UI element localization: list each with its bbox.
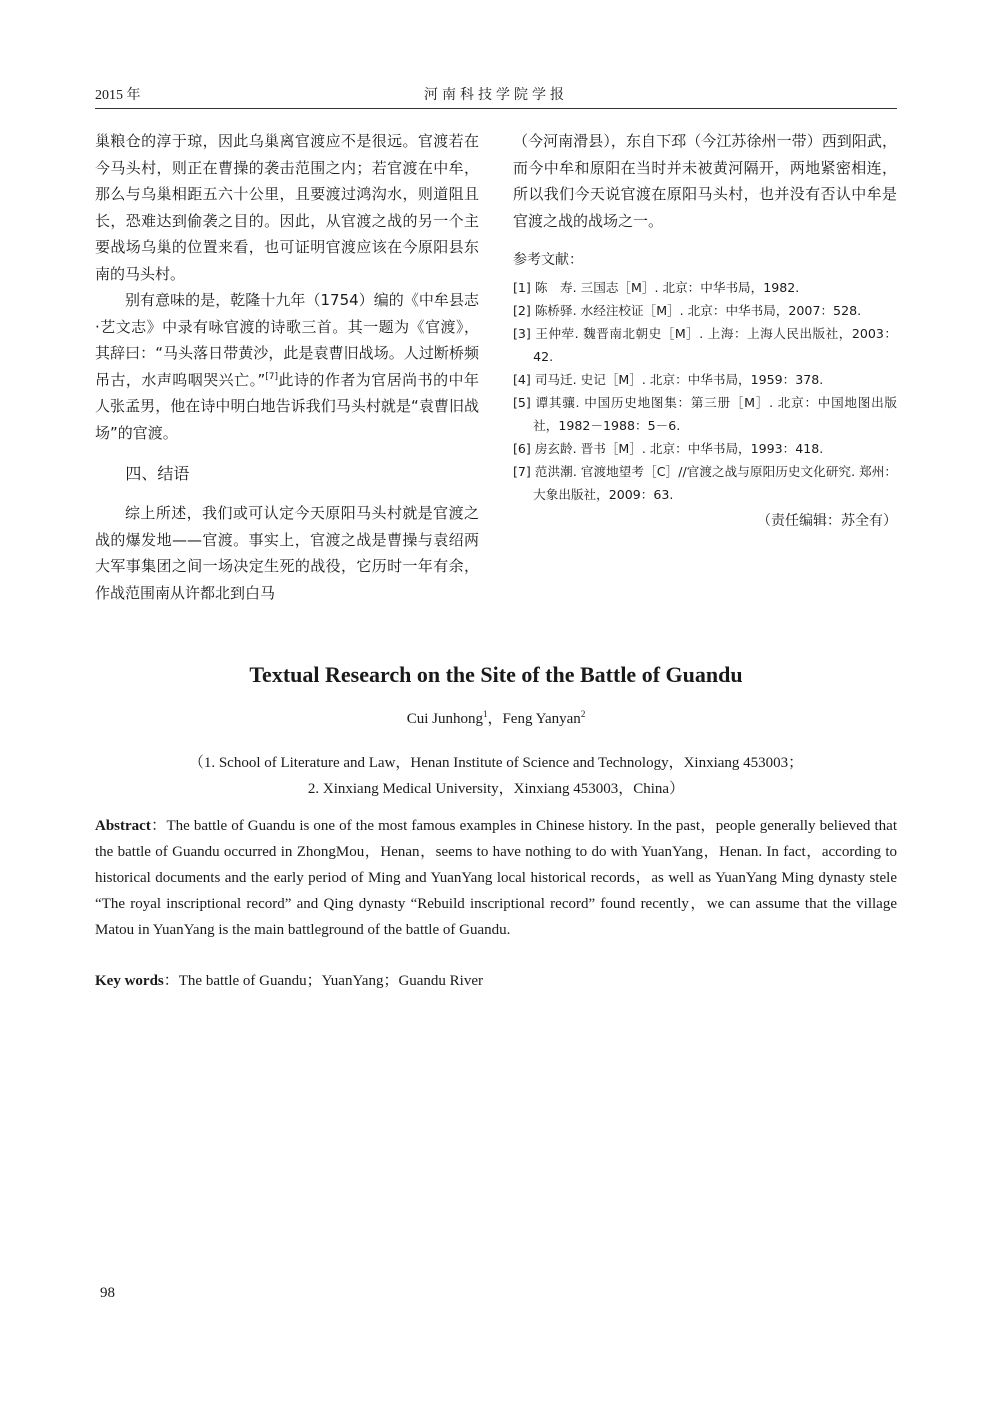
header-year: 2015 年 xyxy=(95,88,141,103)
reference-item: [4] 司马迁. 史记［M］. 北京：中华书局，1959：378. xyxy=(513,372,824,387)
running-header xyxy=(95,82,897,109)
right-column xyxy=(513,128,897,534)
reference-item: [5] 谭其骧. 中国历史地图集：第三册［M］. 北京：中国地图出版社，1982－1988：5－6. xyxy=(513,395,897,433)
affiliation-line: 2. Xinxiang Medical University，Xinxiang 453003，China） xyxy=(307,781,685,797)
affiliation-line: （1. School of Literature and Law，Henan Institute of Science and Technology，Xinxiang 453003； xyxy=(188,755,804,771)
page-number: 98 xyxy=(100,1285,115,1301)
left-paragraph-3: 综上所述，我们或可认定今天原阳马头村就是官渡之战的爆发地——官渡。事实上，官渡之战是曹操与袁绍两大军事集团之间一场决定生死的战役，它历时一年有余，作战范围南从许都北到白马 xyxy=(95,504,479,602)
author-separator: ， xyxy=(487,711,503,727)
abstract xyxy=(95,813,897,943)
keywords-text: ：The battle of Guandu；YuanYang；Guandu River xyxy=(163,973,484,989)
responsible-editor: （责任编辑：苏全有） xyxy=(757,513,897,529)
left-paragraph-2 xyxy=(95,287,479,446)
section-heading-conclusion: 四、结语 xyxy=(125,464,190,483)
author-affiliation-mark: 2 xyxy=(580,709,586,719)
reference-item: [7] 范洪潮. 官渡地望考［C］//官渡之战与原阳历史文化研究. 郑州：大象出版社，2009：63. xyxy=(513,464,897,502)
author-name: Cui Junhong xyxy=(406,711,483,727)
author-line xyxy=(0,707,992,728)
reference-item: [2] 陈桥驿. 水经注校证［M］. 北京：中华书局，2007：528. xyxy=(513,303,862,318)
keywords-label: Key words xyxy=(95,973,164,989)
reference-item: [3] 王仲荦. 魏晋南北朝史［M］. 上海：上海人民出版社，2003：42. xyxy=(513,326,897,364)
left-column xyxy=(95,128,479,606)
abstract-text: ：The battle of Guandu is one of the most famous examples in Chinese history. In the past，people generally believed that the battle of Guandu occurred in ZhongMou，Henan，seems to have nothing to do with YuanYang，Henan. In fact，according to historical documents and the early period of Ming and YuanYang local historical records，as well as YuanYang Ming dynasty stele “The royal inscriptional record” and Qing dynasty “Rebuild inscriptional record” found recently，we can assume that the village Matou in YuanYang is the main battleground of the battle of Guandu. xyxy=(95,818,897,938)
left-paragraph-2-text-b: 此诗的作者为官居尚书的中年人张孟男，他在诗中明白地告诉我们马头村就是“袁曹旧战场”的官渡。 xyxy=(95,370,479,442)
right-paragraph-1: （今河南滑县），东自下邳（今江苏徐州一带）西到阳武，而今中牟和原阳在当时并未被黄河隔开，两地紧密相连，所以我们今天说官渡在原阳马头村，也并没有否认中牟是官渡之战的战场之一。 xyxy=(513,132,897,230)
left-paragraph-1: 巢粮仓的淳于琼，因此乌巢离官渡应不是很远。官渡若在今马头村，则正在曹操的袭击范围之内；若官渡在中牟，那么与乌巢相距五六十公里，且要渡过鸿沟水，则道阻且长，恐难达到偷袭之目的。因此，从官渡之战的另一个主要战场乌巢的位置来看，也可证明官渡应该在今原阳县东南的马头村。 xyxy=(95,132,479,283)
english-title: Textual Research on the Site of the Battle of Guandu xyxy=(249,662,743,687)
left-paragraph-2-text-a: 别有意味的是，乾隆十九年（1754）编的《中牟县志·艺文志》中录有咏官渡的诗歌三首。其一题为《官渡》，其辞曰：“马头落日带黄沙，此是袁曹旧战场。人过断桥频吊古，水声呜咽哭兴亡。” xyxy=(95,291,479,389)
reference-item: [1] 陈 寿. 三国志［M］. 北京：中华书局，1982. xyxy=(513,280,800,295)
header-journal-name: 河南科技学院学报 xyxy=(424,87,568,103)
references-title: 参考文献： xyxy=(513,252,583,268)
reference-item: [6] 房玄龄. 晋书［M］. 北京：中华书局，1993：418. xyxy=(513,441,824,456)
citation-ref-7: [7] xyxy=(265,371,279,382)
abstract-label: Abstract xyxy=(95,818,151,834)
affiliations xyxy=(0,750,992,802)
references-list xyxy=(513,276,897,506)
author-affiliation-mark: 1 xyxy=(482,709,488,719)
author-name: Feng Yanyan xyxy=(502,711,581,727)
keywords xyxy=(95,968,897,994)
